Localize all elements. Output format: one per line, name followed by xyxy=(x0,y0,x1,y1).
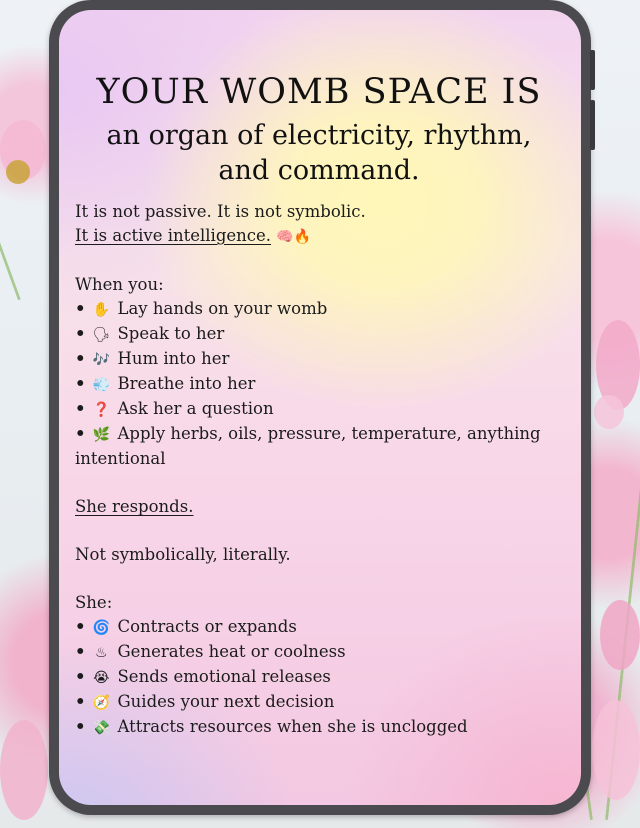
page-title: YOUR WOMB SPACE IS xyxy=(96,72,542,112)
speaking-head-icon: 🗣 xyxy=(92,327,111,343)
body-text xyxy=(75,200,563,740)
content xyxy=(75,70,563,740)
intro-line-2-text: It is active intelligence. xyxy=(75,226,272,245)
intro-line-1: It is not passive. It is not symbolic. xyxy=(75,202,366,221)
list-item-text: Ask her a question xyxy=(117,399,274,418)
breath-icon: 💨 xyxy=(92,377,110,393)
list-item-text: Guides your next decision xyxy=(117,692,335,711)
list-item-text: Breathe into her xyxy=(117,374,256,393)
list-item: • 🗣 Speak to her xyxy=(75,322,563,347)
list-item-text: Apply herbs, oils, pressure, temperature, anything xyxy=(117,424,541,443)
pink-flower xyxy=(600,600,640,670)
flower-center xyxy=(6,160,30,184)
hot-springs-icon: ♨ xyxy=(94,645,108,661)
subtitle-line-2: and command. xyxy=(218,155,420,186)
list-item: • 😭 Sends emotional releases xyxy=(75,665,563,690)
intro-line-2 xyxy=(75,224,563,249)
pink-flower xyxy=(0,720,48,820)
list-item: • 🧭 Guides your next decision xyxy=(75,690,563,715)
list-item: • 🌿 Apply herbs, oils, pressure, temperature, anything xyxy=(75,422,563,447)
list-item-text: Generates heat or coolness xyxy=(117,642,346,661)
pink-flower xyxy=(592,700,640,800)
she-responds xyxy=(75,495,563,519)
herb-icon: 🌿 xyxy=(92,427,110,443)
flower-stem xyxy=(0,187,21,301)
tablet-frame xyxy=(49,0,591,815)
side-button xyxy=(590,100,595,150)
list-item-text: Sends emotional releases xyxy=(117,667,331,686)
subtitle xyxy=(75,118,563,188)
compass-icon: 🧭 xyxy=(92,695,110,711)
she-responds-text: She responds. xyxy=(75,497,194,516)
list-item: • ✋ Lay hands on your womb xyxy=(75,297,563,322)
list-item: • ♨ Generates heat or coolness xyxy=(75,640,563,665)
list-item: • 🎶 Hum into her xyxy=(75,347,563,372)
she-list xyxy=(75,615,563,740)
money-icon: 💸 xyxy=(92,720,110,736)
list-item-continuation: intentional xyxy=(75,449,166,468)
list-item: • 💸 Attracts resources when she is unclogged xyxy=(75,715,563,740)
spiral-icon: 🌀 xyxy=(92,620,110,636)
she-heading: She: xyxy=(75,593,113,612)
side-button xyxy=(590,50,595,90)
list-item-text: Attracts resources when she is unclogged xyxy=(117,717,468,736)
literal-line: Not symbolically, literally. xyxy=(75,545,291,564)
question-mark-icon: ❓ xyxy=(92,402,110,418)
subtitle-line-1: an organ of electricity, rhythm, xyxy=(106,120,532,151)
list-item-text: Lay hands on your womb xyxy=(117,299,328,318)
list-item-text: Contracts or expands xyxy=(117,617,297,636)
music-notes-icon: 🎶 xyxy=(92,352,110,368)
when-you-list xyxy=(75,297,563,471)
list-item: • 🌀 Contracts or expands xyxy=(75,615,563,640)
crying-face-icon: 😭 xyxy=(93,670,110,686)
list-item: • 💨 Breathe into her xyxy=(75,372,563,397)
tablet-screen xyxy=(59,10,581,805)
brain-fire-icons: 🧠🔥 xyxy=(276,229,312,245)
list-item: • ❓ Ask her a question xyxy=(75,397,563,422)
list-item-text: Hum into her xyxy=(117,349,230,368)
list-item-text: Speak to her xyxy=(117,324,225,343)
hands-icon: ✋ xyxy=(92,302,110,318)
when-you-heading: When you: xyxy=(75,275,164,294)
pink-flower xyxy=(594,395,624,429)
